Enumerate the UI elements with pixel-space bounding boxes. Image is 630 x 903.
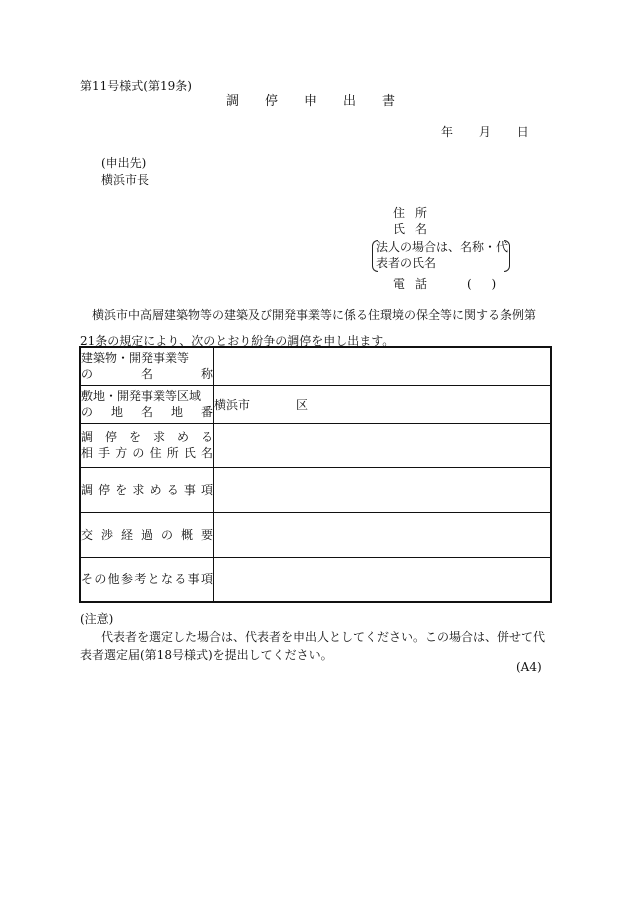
name-label: 氏名 bbox=[393, 222, 438, 236]
row-label-line: 相手方の住所氏名 bbox=[81, 446, 213, 460]
counterparty-field[interactable] bbox=[214, 423, 552, 467]
row-label-line: の地名地番 bbox=[81, 405, 213, 419]
row-label bbox=[80, 385, 214, 423]
addressee-label: (申出先) bbox=[101, 156, 147, 170]
row-label bbox=[80, 347, 214, 385]
corporate-note-right-bracket bbox=[504, 240, 510, 272]
intro-paragraph: 横浜市中高層建築物等の建築及び開発事業等に係る住環境の保全等に関する条例第21条の規定により、次のとおり紛争の調停を申し出ます。 bbox=[80, 308, 537, 348]
form-number: 第11号様式(第19条) bbox=[80, 79, 192, 93]
table-row bbox=[80, 467, 551, 512]
row-label-line: の名称 bbox=[81, 367, 213, 382]
requested-matters-field[interactable] bbox=[214, 467, 552, 512]
row-label bbox=[80, 512, 214, 557]
building-name-field[interactable] bbox=[214, 347, 552, 385]
other-reference-field[interactable] bbox=[214, 557, 552, 602]
document-title: 調停申出書 bbox=[226, 94, 422, 109]
table-row bbox=[80, 385, 551, 423]
table-row bbox=[80, 423, 551, 467]
date-year-label: 年 bbox=[441, 125, 454, 139]
row-label-line: 敷地・開発事業等区域 bbox=[81, 389, 202, 403]
notes-title: (注意) bbox=[80, 612, 114, 626]
table-row bbox=[80, 557, 551, 602]
row-label-line: 交渉経過の概要 bbox=[81, 527, 213, 542]
phone-parentheses: ( ) bbox=[467, 277, 505, 291]
phone-label: 電話 bbox=[393, 277, 438, 291]
addressee-name: 横浜市長 bbox=[101, 173, 150, 187]
date-month-label: 月 bbox=[478, 125, 491, 139]
row-label-line: 調停を求める事項 bbox=[81, 482, 213, 497]
date-line bbox=[441, 126, 551, 138]
table-row bbox=[80, 512, 551, 557]
row-label bbox=[80, 467, 214, 512]
notes-body: 代表者を選定した場合は、代表者を申出人としてください。この場合は、併せて代表者選定届(第18号様式)を提出してください。 bbox=[80, 630, 546, 662]
site-city-text: 横浜市 bbox=[214, 397, 251, 412]
application-table bbox=[79, 346, 552, 603]
row-label bbox=[80, 423, 214, 467]
corporate-note: 法人の場合は、名称・代表者の氏名 bbox=[376, 240, 509, 270]
row-label-line: その他参考となる事項 bbox=[81, 572, 213, 587]
row-label-line: 調停を求める bbox=[81, 430, 213, 444]
table-row bbox=[80, 347, 551, 385]
date-day-label: 日 bbox=[516, 125, 529, 139]
address-label: 住所 bbox=[393, 206, 438, 220]
negotiation-summary-field[interactable] bbox=[214, 512, 552, 557]
row-label bbox=[80, 557, 214, 602]
site-ward-text: 区 bbox=[296, 397, 309, 412]
paper-size-label: (A4) bbox=[516, 660, 542, 674]
site-location-field[interactable] bbox=[214, 385, 552, 423]
row-label-line: 建築物・開発事業等 bbox=[81, 351, 190, 366]
